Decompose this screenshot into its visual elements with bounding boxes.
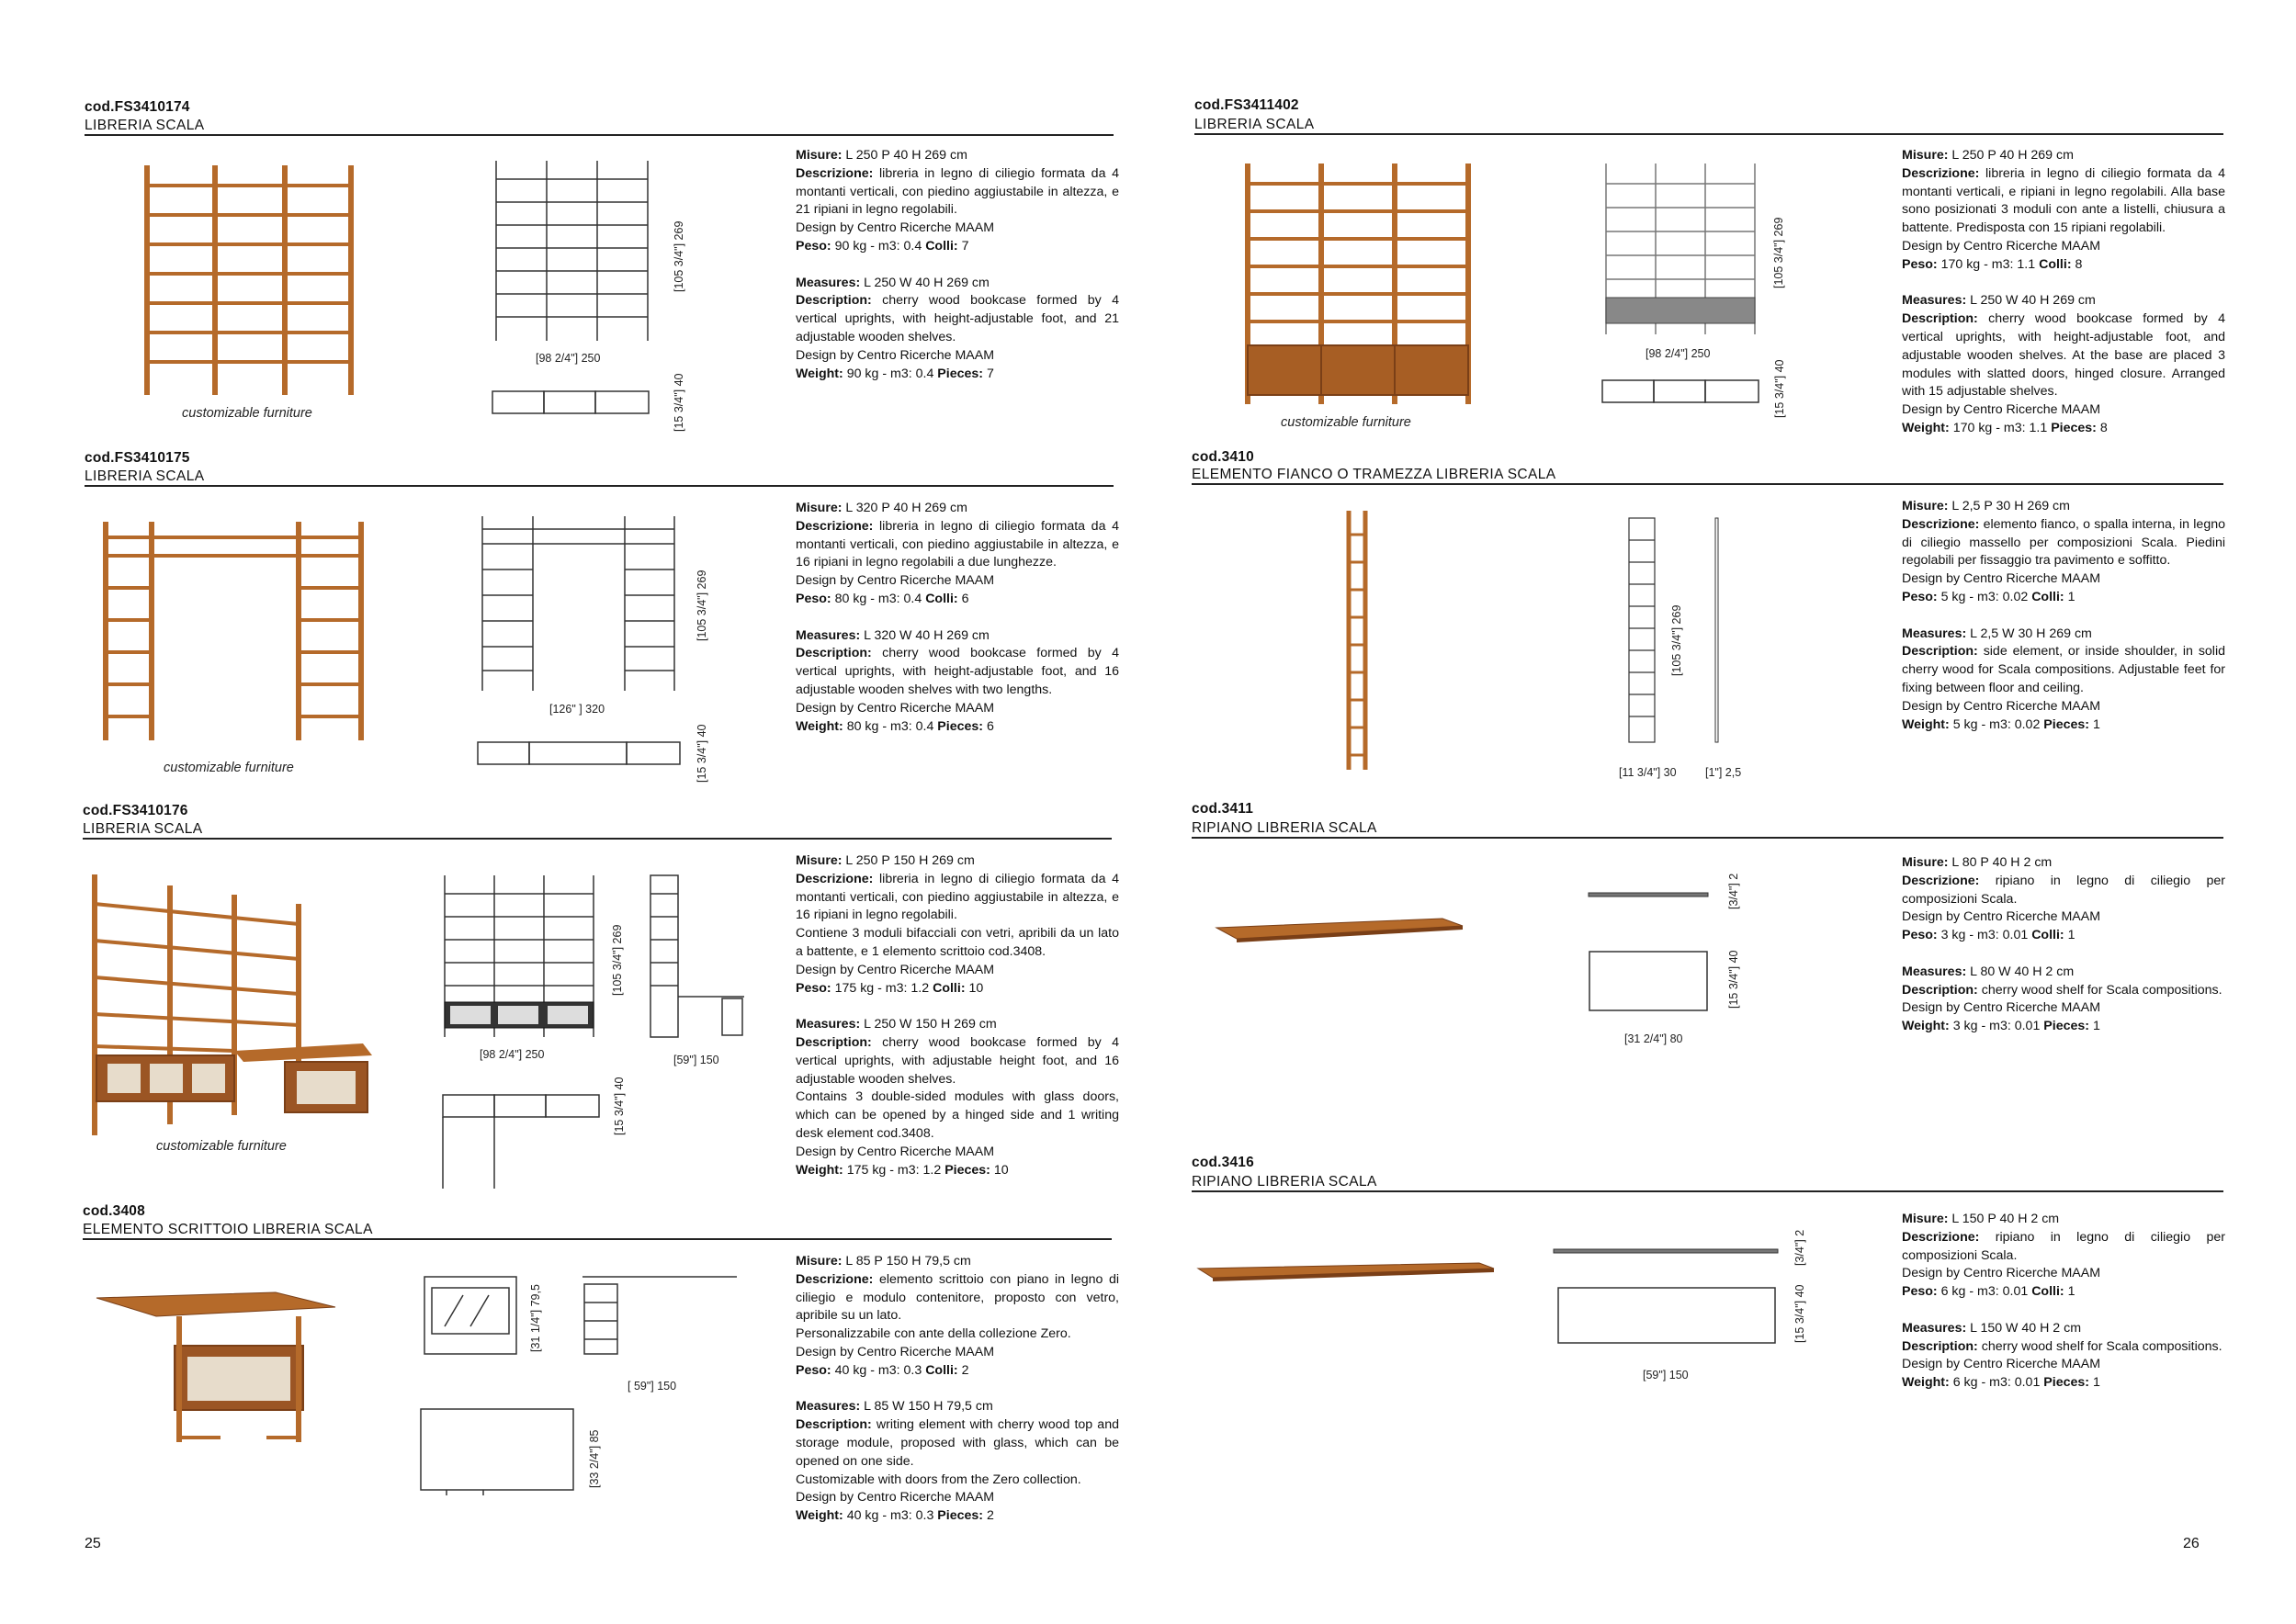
height-dimension: [105 3/4"] 269 [673, 220, 685, 292]
thickness-dimension: [1"] 2,5 [1705, 766, 1742, 779]
height-dimension: [105 3/4"] 269 [611, 924, 624, 996]
section-divider [1192, 1190, 2223, 1192]
section-divider [83, 1238, 1112, 1240]
product-name: LIBRERIA SCALA [85, 468, 205, 484]
height-dimension: [31 1/4"] 79,5 [529, 1284, 542, 1352]
image-caption: customizable furniture [156, 1139, 287, 1154]
product-description: Misure: L 80 P 40 H 2 cm Descrizione: ripiano in legno di ciliegio per composizioni Scala. Design by Centro Ricerche MAAM Peso: 3 kg - m3: 0.01 Colli: 1 Measures: L 80 W 40 H 2 cm Description: cherry wood shelf for Scala compositions. Design by Centro Ricerche MAAM Weight: 3 kg - m3: 0.01 Pieces: 1 [1902, 855, 2225, 1034]
product-description: Misure: L 2,5 P 30 H 269 cm Descrizione: elemento fianco, o spalla interna, in legno di ciliegio massello per composizioni Scala. Piedini regolabili per fissaggio tra pavimento e soffitto. Design by Centro Ricerche MAAM Peso: 5 kg - m3: 0.02 Colli: 1 Measures: L 2,5 W 30 H 269 cm Description: side element, or inside shoulder, in solid cherry wood for Scala compositions. Adjustable feet for fixing between floor and ceiling. Design by Centro Ricerche MAAM Weight: 5 kg - m3: 0.02 Pieces: 1 [1902, 499, 2225, 732]
front-elevation-drawing [492, 161, 657, 344]
plan-view-drawing [1588, 950, 1709, 1014]
depth-dimension: [15 3/4"] 40 [1773, 359, 1786, 418]
plan-view-drawing [475, 739, 683, 768]
image-caption: customizable furniture [1281, 415, 1411, 430]
product-description: Misure: L 85 P 150 H 79,5 cm Descrizione: elemento scrittoio con piano in legno di ciliegio e modulo contenitore, proposto con vetro, apribile su un lato. Personalizzabile con ante della collezione Zero. Design by Centro Ricerche MAAM Peso: 40 kg - m3: 0.3 Colli: 2 Measures: L 85 W 150 H 79,5 cm Description: writing element with cherry wood top and storage module, proposed with glass, which can be opened on one side. Customizable with doors from the Zero collection. Design by Centro Ricerche MAAM Weight: 40 kg - m3: 0.3 Pieces: 2 [796, 1254, 1119, 1524]
product-code: cod.3408 [83, 1203, 145, 1219]
depth-dimension: [15 3/4"] 40 [1727, 950, 1740, 1009]
product-description: Misure: L 250 P 40 H 269 cm Descrizione: libreria in legno di ciliegio formata da 4 montanti verticali, con piedino aggiustabile in altezza, e 21 ripiani in legno regolabili. Design by Centro Ricerche MAAM Peso: 90 kg - m3: 0.4 Colli: 7 Measures: L 250 W 40 H 269 cm Description: cherry wood bookcase formed by 4 vertical uprights, with height-adjustable foot, and 21 adjustable wooden shelves. Design by Centro Ricerche MAAM Weight: 90 kg - m3: 0.4 Pieces: 7 [796, 148, 1119, 381]
plan-view-drawing [441, 1091, 603, 1192]
product-name: LIBRERIA SCALA [83, 821, 203, 837]
front-elevation-drawing [1553, 1247, 1779, 1257]
product-name: ELEMENTO SCRITTOIO LIBRERIA SCALA [83, 1222, 373, 1237]
width-dimension: [98 2/4"] 250 [1646, 347, 1711, 360]
side-elevation-drawing [581, 1275, 741, 1367]
front-elevation-drawing [1588, 891, 1709, 900]
front-elevation-drawing [478, 516, 680, 696]
product-code: cod.FS3411402 [1194, 97, 1299, 113]
desk-photo [92, 1291, 340, 1447]
depth-dimension: [11 3/4"] 30 [1619, 766, 1677, 779]
thickness-dimension: [3/4"] 2 [1727, 873, 1740, 909]
depth-dimension: [15 3/4"] 40 [1793, 1284, 1806, 1343]
product-code: cod.FS3410176 [83, 803, 188, 818]
plan-view-drawing [419, 1405, 575, 1497]
image-caption: customizable furniture [164, 761, 294, 775]
product-code: cod.FS3410175 [85, 450, 190, 466]
front-elevation-drawing [1602, 164, 1760, 338]
width-dimension: [98 2/4"] 250 [480, 1048, 545, 1061]
image-caption: customizable furniture [182, 406, 312, 421]
section-divider [1194, 133, 2223, 135]
side-elevation-drawing [649, 875, 750, 1041]
page-number: 26 [2183, 1536, 2200, 1551]
side-panel-photo [1343, 507, 1371, 773]
bookcase-desk-photo [87, 867, 381, 1143]
width-dimension: [ 59"] 150 [628, 1380, 677, 1393]
section-divider [1192, 483, 2223, 485]
plan-view-drawing [1556, 1286, 1777, 1347]
shelf-photo [1213, 917, 1465, 950]
product-description: Misure: L 250 P 150 H 269 cm Descrizione: libreria in legno di ciliegio formata da 4 montanti verticali, con piedino aggiustabile in altezza, e 16 ripiani in legno regolabili. Contiene 3 moduli bifacciali con vetri, apribili da un lato a battente, e 1 elemento scrittoio cod.3408. Design by Centro Ricerche MAAM Peso: 175 kg - m3: 1.2 Colli: 10 Measures: L 250 W 150 H 269 cm Description: cherry wood bookcase formed by 4 vertical uprights, with adjustable height foot, and 16 adjustable wooden shelves. Contains 3 double-sided modules with glass doors, which can be opened by a hinged side and 1 writing desk element cod.3408. Design by Centro Ricerche MAAM Weight: 175 kg - m3: 1.2 Pieces: 10 [796, 853, 1119, 1178]
product-code: cod.3410 [1192, 449, 1254, 465]
bookcase-photo [96, 514, 372, 744]
thickness-dimension: [3/4"] 2 [1793, 1229, 1806, 1266]
bookcase-cabinet-photo [1240, 158, 1476, 408]
depth-dimension: [15 3/4"] 40 [673, 373, 685, 432]
depth-dimension: [15 3/4"] 40 [613, 1077, 626, 1135]
front-elevation-drawing [1626, 516, 1659, 744]
product-name: LIBRERIA SCALA [85, 118, 205, 133]
section-divider [1192, 837, 2223, 839]
width-dimension: [126" ] 320 [549, 703, 605, 716]
product-description: Misure: L 150 P 40 H 2 cm Descrizione: ripiano in legno di ciliegio per composizioni Scala. Design by Centro Ricerche MAAM Peso: 6 kg - m3: 0.01 Colli: 1 Measures: L 150 W 40 H 2 cm Description: cherry wood shelf for Scala compositions. Design by Centro Ricerche MAAM Weight: 6 kg - m3: 0.01 Pieces: 1 [1902, 1212, 2225, 1391]
section-divider [85, 134, 1114, 136]
plan-view-drawing [1600, 377, 1762, 406]
product-code: cod.3411 [1192, 801, 1254, 817]
shelf-photo [1194, 1261, 1498, 1289]
product-name: ELEMENTO FIANCO O TRAMEZZA LIBRERIA SCALA [1192, 467, 1556, 482]
front-elevation-drawing [441, 875, 599, 1041]
front-elevation-drawing [423, 1275, 520, 1358]
page-number: 25 [85, 1536, 101, 1551]
width-dimension: [98 2/4"] 250 [536, 352, 601, 365]
height-dimension: [105 3/4"] 269 [1670, 604, 1683, 676]
product-name: RIPIANO LIBRERIA SCALA [1192, 820, 1377, 836]
bookcase-photo [138, 158, 368, 399]
height-dimension: [105 3/4"] 269 [1772, 217, 1785, 288]
product-code: cod.3416 [1192, 1155, 1254, 1170]
depth-dimension: [33 2/4"] 85 [588, 1429, 601, 1488]
section-divider [85, 485, 1114, 487]
depth-dimension: [15 3/4"] 40 [696, 724, 708, 783]
product-description: Misure: L 320 P 40 H 269 cm Descrizione: libreria in legno di ciliegio formata da 4 montanti verticali, con piedino aggiustabile in altezza, e 16 ripiani in legno regolabili a due lunghezze. Design by Centro Ricerche MAAM Peso: 80 kg - m3: 0.4 Colli: 6 Measures: L 320 W 40 H 269 cm Description: cherry wood bookcase formed by 4 vertical uprights, with height-adjustable foot, and 16 adjustable wooden shelves with two lengths. Design by Centro Ricerche MAAM Weight: 80 kg - m3: 0.4 Pieces: 6 [796, 501, 1119, 734]
thickness-drawing [1714, 516, 1720, 744]
product-name: RIPIANO LIBRERIA SCALA [1192, 1174, 1377, 1190]
product-description: Misure: L 250 P 40 H 269 cm Descrizione: libreria in legno di ciliegio formata da 4 montanti verticali, e ripiani in legno regolabili. Alla base sono posizionati 3 moduli con ante a listelli, chiusura a battente. Predisposta con 15 ripiani regolabili. Design by Centro Ricerche MAAM Peso: 170 kg - m3: 1.1 Colli: 8 Measures: L 250 W 40 H 269 cm Description: cherry wood bookcase formed by 4 vertical uprights, with height-adjustable foot, and adjustable wooden shelves. At the base are placed 3 modules with slatted doors, hinged closure. Arranged with 15 adjustable shelves. Design by Centro Ricerche MAAM Weight: 170 kg - m3: 1.1 Pieces: 8 [1902, 148, 2225, 435]
width-dimension: [31 2/4"] 80 [1624, 1032, 1683, 1045]
product-code: cod.FS3410174 [85, 99, 190, 115]
product-name: LIBRERIA SCALA [1194, 117, 1315, 132]
height-dimension: [105 3/4"] 269 [696, 570, 708, 641]
side-dimension: [59"] 150 [673, 1054, 719, 1066]
width-dimension: [59"] 150 [1643, 1369, 1689, 1382]
section-divider [83, 838, 1112, 840]
plan-view-drawing [490, 388, 655, 417]
